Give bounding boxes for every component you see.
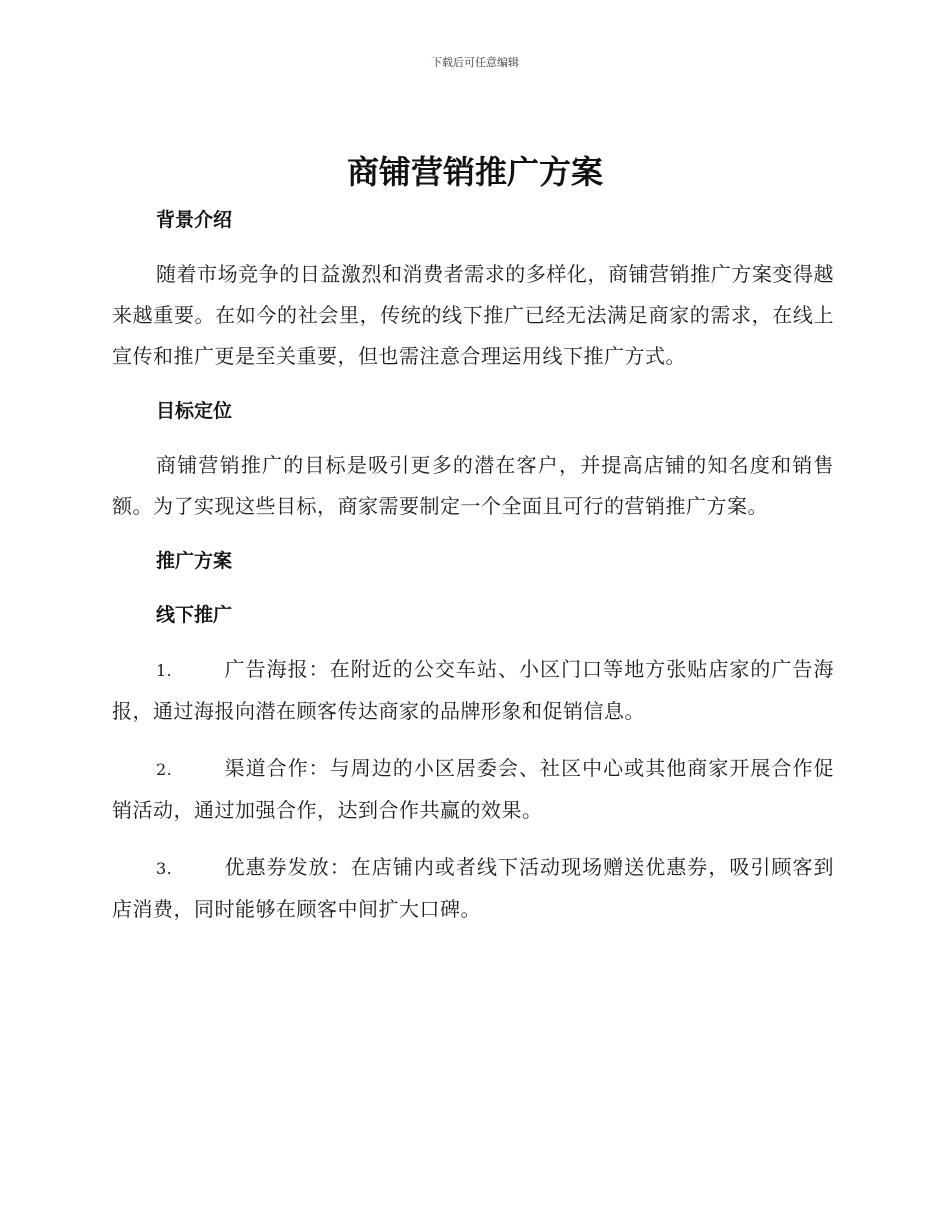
list-item-text: 渠道合作：与周边的小区居委会、社区中心或其他商家开展合作促销活动，通过加强合作，达到合作共赢的效果。	[112, 756, 834, 822]
paragraph-goal: 商铺营销推广的目标是吸引更多的潜在客户，并提高店铺的知名度和销售额。为了实现这些目标，商家需要制定一个全面且可行的营销推广方案。	[112, 453, 834, 518]
section-heading-goal: 目标定位	[156, 400, 233, 422]
list-item-text: 优惠券发放：在店铺内或者线下活动现场赠送优惠券，吸引顾客到店消费，同时能够在顾客中间扩大口碑。	[112, 855, 834, 921]
document-body	[112, 200, 834, 930]
page-header-note: 下载后可任意编辑	[431, 56, 519, 69]
list-item-number: 2.	[156, 760, 173, 779]
list-item	[112, 748, 834, 831]
list-item-text: 广告海报：在附近的公交车站、小区门口等地方张贴店家的广告海报，通过海报向潜在顾客传达商家的品牌形象和促销信息。	[112, 657, 834, 723]
list-item	[112, 649, 834, 732]
section-heading-background: 背景介绍	[156, 209, 233, 231]
list-item	[112, 847, 834, 930]
section-heading-plan: 推广方案	[156, 550, 233, 572]
document-title: 商铺营销推广方案	[346, 153, 603, 191]
list-item-number: 3.	[156, 859, 173, 878]
paragraph-background: 随着市场竞争的日益激烈和消费者需求的多样化，商铺营销推广方案变得越来越重要。在如今的社会里，传统的线下推广已经无法满足商家的需求，在线上宣传和推广更是至关重要，但也需注意合理运用线下推广方式。	[112, 262, 834, 368]
list-item-number: 1.	[156, 661, 173, 680]
section-heading-offline: 线下推广	[156, 604, 233, 626]
